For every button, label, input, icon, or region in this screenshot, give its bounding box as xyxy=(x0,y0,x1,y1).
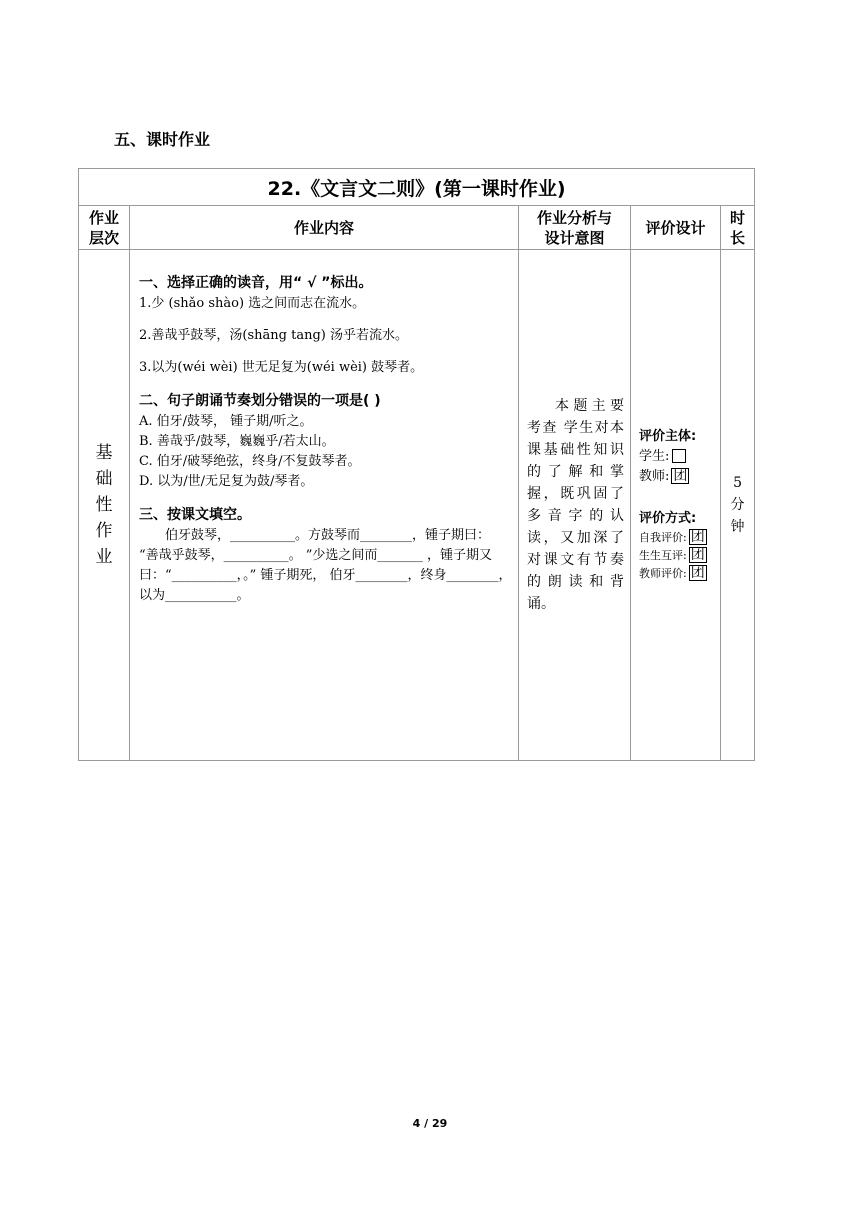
checkbox-checked: 团 xyxy=(690,547,705,563)
question-1-item: 3.以为(wéi wèi) 世无足复为(wéi wèi) 鼓琴者。 xyxy=(139,360,424,375)
checkbox-checked: 团 xyxy=(673,468,688,484)
eval-teacher: 教师: 团 xyxy=(639,468,688,484)
question-1-title: 一、选择正确的读音，用“ √ ”标出。 xyxy=(139,275,373,291)
time-cell: 5 分 钟 xyxy=(721,250,755,761)
header-evaluation: 评价设计 xyxy=(631,206,721,250)
eval-student: 学生: xyxy=(639,447,720,467)
eval-method-label: 评价方式: xyxy=(639,511,697,526)
question-2-option: B. 善哉乎/鼓琴，巍巍乎/若太山。 xyxy=(139,434,335,449)
checkbox-checked: 团 xyxy=(690,565,705,581)
level-cell: 基 础 性 作 业 xyxy=(79,250,130,761)
section-heading: 五、课时作业 xyxy=(114,130,211,149)
question-1-item: 1.少 (shǎo shào) 选之间而志在流水。 xyxy=(139,296,366,311)
header-content: 作业内容 xyxy=(130,206,519,250)
page-number: 4 / 29 xyxy=(412,1117,448,1130)
table-title: 22.《文言文二则》(第一课时作业) xyxy=(79,169,755,206)
question-2-option: C. 伯牙/破琴绝弦，终身/不复鼓琴者。 xyxy=(139,454,361,469)
header-level: 作业 层次 xyxy=(79,206,130,250)
question-2-option: A. 伯牙/鼓琴， 锺子期/听之。 xyxy=(139,414,313,429)
question-3-text: 伯牙鼓琴，__________。方鼓琴而________，锺子期曰： “善哉乎鼓琴，__________。 ”少选之间而_______ ，锺子期又曰：“__________，。” 锺子期死， 伯牙________，终身________，以为___________。 xyxy=(139,528,512,603)
question-2-title: 二、句子朗诵节奏划分错误的一项是( ) xyxy=(139,393,381,409)
header-time: 时 长 xyxy=(721,206,755,250)
evaluation-cell xyxy=(631,250,721,761)
question-2-option: D. 以为/世/无足复为鼓/琴者。 xyxy=(139,474,314,489)
checkbox-checked: 团 xyxy=(690,529,705,545)
eval-teacher-method: 教师评价: 团 xyxy=(639,565,705,581)
analysis-cell xyxy=(519,250,631,761)
content-cell xyxy=(130,250,519,761)
checkbox-empty xyxy=(672,449,686,463)
analysis-text: 本题主要考查 学生对本课基础性知识的了解和掌握，既巩固了多音字的认读，又加深了对课文有节奏的朗读和背诵。 xyxy=(527,398,624,612)
eval-self: 自我评价: 团 xyxy=(639,529,705,545)
question-3-title: 三、按课文填空。 xyxy=(139,507,251,523)
homework-table xyxy=(78,168,755,761)
eval-peer: 生生互评: 团 xyxy=(639,547,705,563)
header-analysis: 作业分析与 设计意图 xyxy=(519,206,631,250)
question-1-item: 2.善哉乎鼓琴，汤(shāng tang) 汤乎若流水。 xyxy=(139,328,408,343)
eval-subject-label: 评价主体: xyxy=(639,429,697,444)
